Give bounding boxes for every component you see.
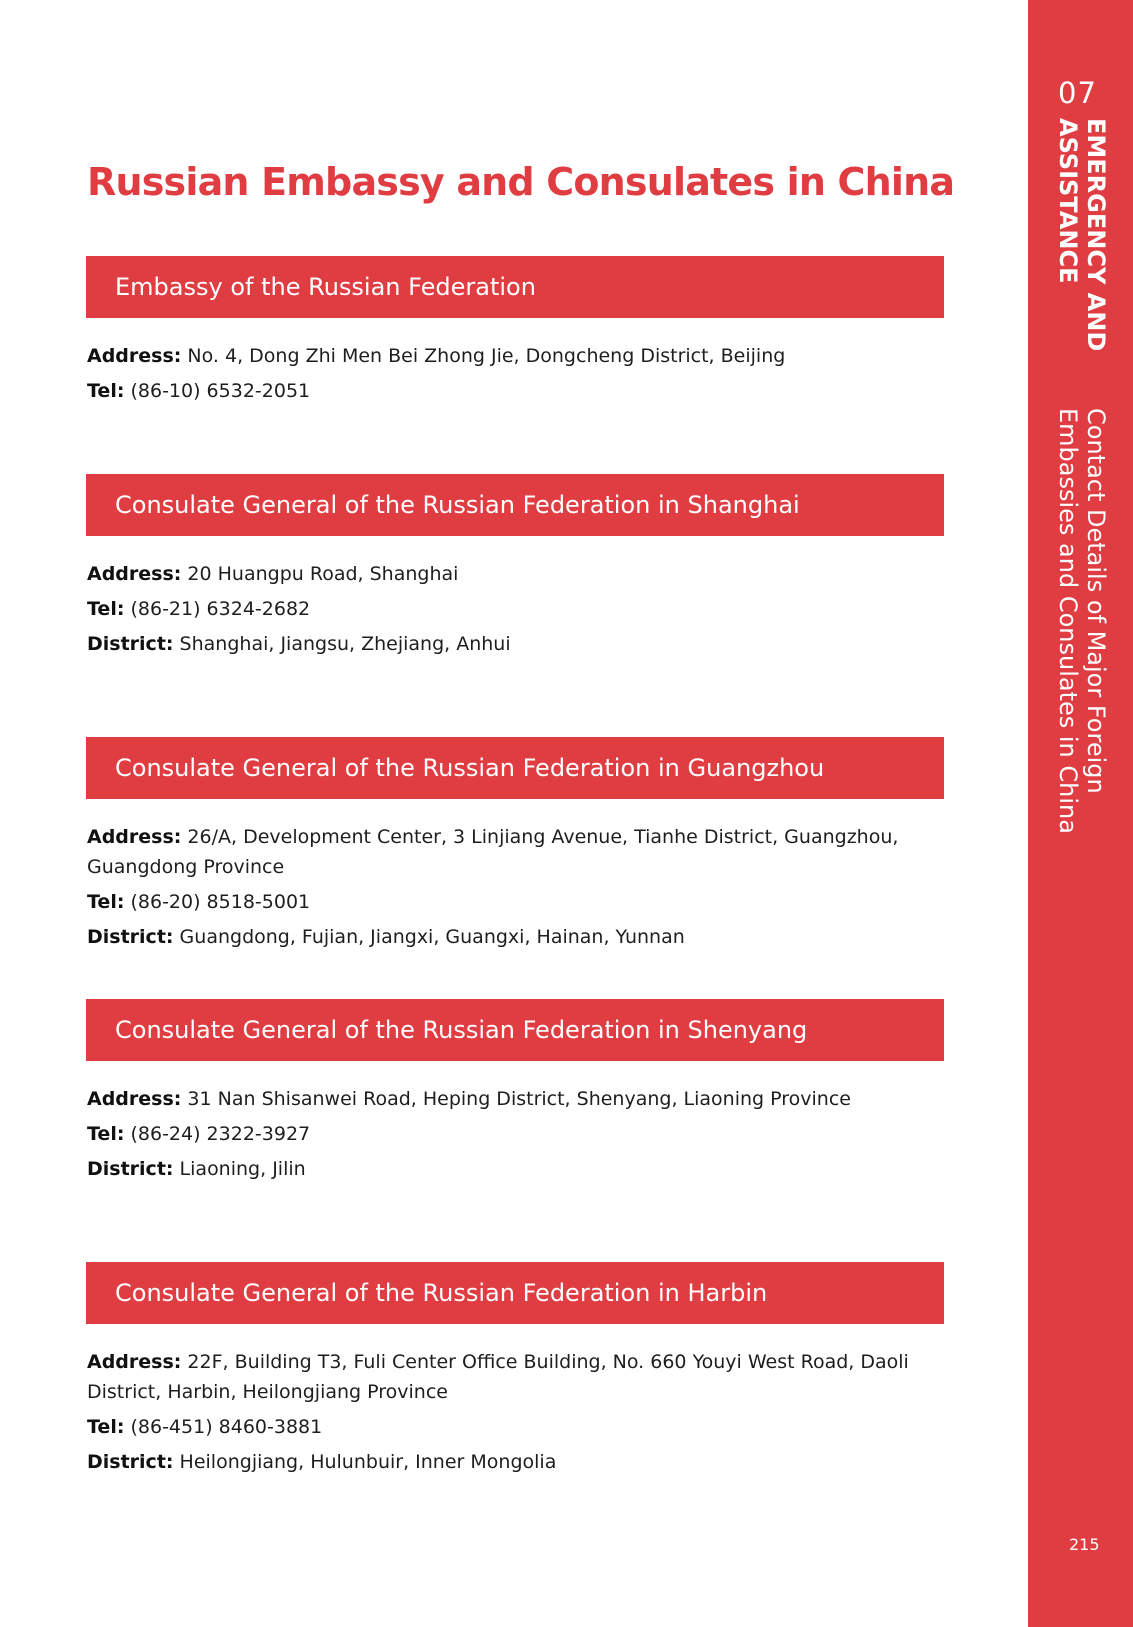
address-label: Address: <box>87 1088 182 1110</box>
tel-label: Tel: <box>87 598 125 620</box>
details-consulate-shenyang <box>87 1084 947 1189</box>
tel-label: Tel: <box>87 1123 125 1145</box>
details-consulate-harbin <box>87 1347 947 1482</box>
district-value: Liaoning, Jilin <box>173 1158 306 1180</box>
address-line <box>87 1084 947 1114</box>
district-label: District: <box>87 1158 174 1180</box>
details-consulate-shanghai <box>87 559 947 664</box>
section-heading-consulate-guangzhou: Consulate General of the Russian Federation in Guangzhou <box>86 737 944 799</box>
chapter-title-line-2: ASSISTANCE <box>1054 118 1082 284</box>
district-line <box>87 629 947 659</box>
address-label: Address: <box>87 563 182 585</box>
district-value: Heilongjiang, Hulunbuir, Inner Mongolia <box>173 1451 557 1473</box>
address-value: 22F, Building T3, Fuli Center Office Building, No. 660 Youyi West Road, Daoli District, Harbin, Heilongjiang Province <box>87 1351 909 1403</box>
district-line <box>87 922 947 952</box>
address-value: 20 Huangpu Road, Shanghai <box>181 563 459 585</box>
district-value: Shanghai, Jiangsu, Zhejiang, Anhui <box>173 633 511 655</box>
section-heading-consulate-shenyang: Consulate General of the Russian Federation in Shenyang <box>86 999 944 1061</box>
chapter-title <box>1054 118 1110 351</box>
chapter-title-line-1: EMERGENCY AND <box>1082 118 1110 352</box>
address-value: No. 4, Dong Zhi Men Bei Zhong Jie, Dongcheng District, Beijing <box>181 345 786 367</box>
address-line <box>87 559 947 589</box>
address-line <box>87 341 947 371</box>
tel-value: (86-10) 6532-2051 <box>124 380 311 402</box>
district-line <box>87 1154 947 1184</box>
details-embassy-beijing <box>87 341 947 411</box>
tel-line <box>87 1119 947 1149</box>
tel-label: Tel: <box>87 1416 125 1438</box>
address-line <box>87 1347 947 1407</box>
district-value: Guangdong, Fujian, Jiangxi, Guangxi, Hainan, Yunnan <box>173 926 685 948</box>
tel-value: (86-20) 8518-5001 <box>124 891 311 913</box>
tel-value: (86-451) 8460-3881 <box>124 1416 323 1438</box>
section-heading-consulate-shanghai: Consulate General of the Russian Federation in Shanghai <box>86 474 944 536</box>
address-line <box>87 822 947 882</box>
section-heading-consulate-harbin: Consulate General of the Russian Federation in Harbin <box>86 1262 944 1324</box>
chapter-subtitle <box>1054 408 1110 834</box>
address-label: Address: <box>87 1351 182 1373</box>
district-label: District: <box>87 1451 174 1473</box>
address-label: Address: <box>87 345 182 367</box>
tel-line <box>87 887 947 917</box>
tel-line <box>87 1412 947 1442</box>
tel-value: (86-21) 6324-2682 <box>124 598 311 620</box>
tel-label: Tel: <box>87 891 125 913</box>
tel-line <box>87 594 947 624</box>
district-label: District: <box>87 633 174 655</box>
tel-line <box>87 376 947 406</box>
tel-label: Tel: <box>87 380 125 402</box>
address-label: Address: <box>87 826 182 848</box>
details-consulate-guangzhou <box>87 822 947 957</box>
address-value: 31 Nan Shisanwei Road, Heping District, Shenyang, Liaoning Province <box>181 1088 851 1110</box>
section-heading-embassy-beijing: Embassy of the Russian Federation <box>86 256 944 318</box>
district-line <box>87 1447 947 1477</box>
page-number: 215 <box>1069 1535 1100 1554</box>
page-title: Russian Embassy and Consulates in China <box>87 160 955 204</box>
chapter-subtitle-line-2: Embassies and Consulates in China <box>1054 408 1082 834</box>
address-value: 26/A, Development Center, 3 Linjiang Avenue, Tianhe District, Guangzhou, Guangdong Province <box>87 826 899 878</box>
chapter-number: 07 <box>1058 76 1097 110</box>
tel-value: (86-24) 2322-3927 <box>124 1123 311 1145</box>
district-label: District: <box>87 926 174 948</box>
chapter-subtitle-line-1: Contact Details of Major Foreign <box>1082 408 1110 794</box>
